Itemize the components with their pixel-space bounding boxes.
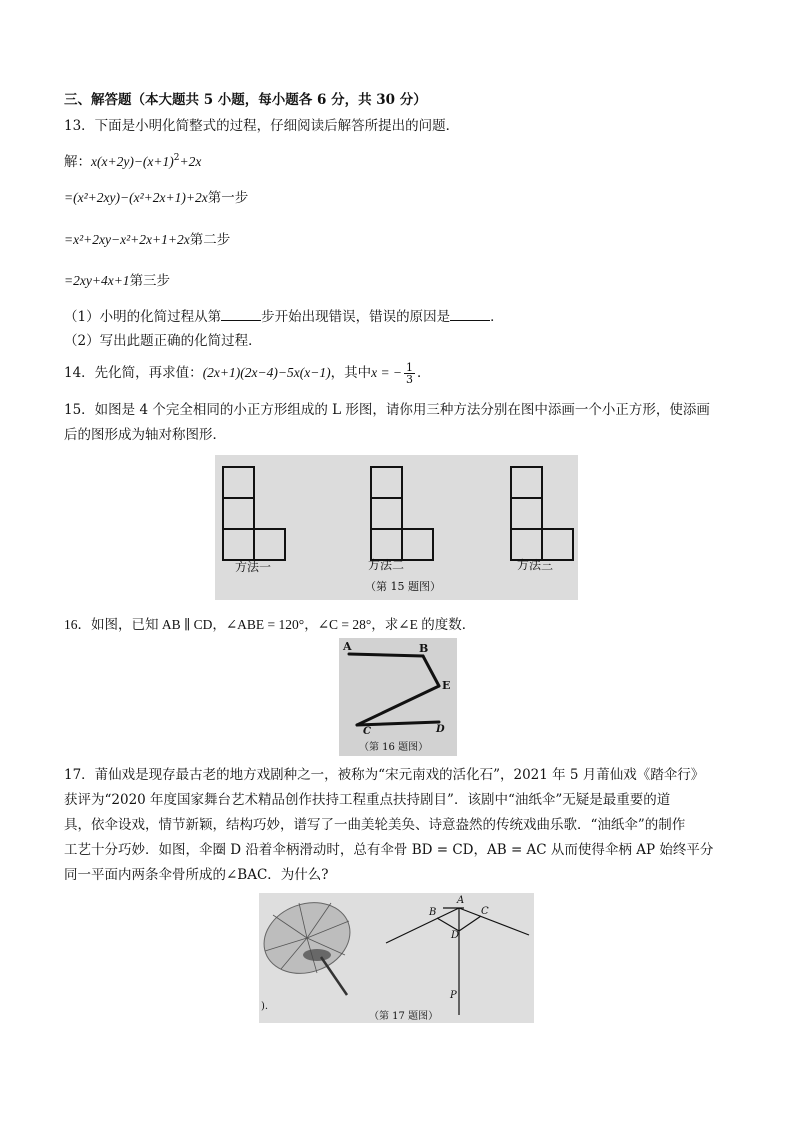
- q16-stem-text: 16．如图，已知 AB ∥ CD，∠ABE = 120°，∠C = 28°，求∠E 的度数．: [64, 617, 476, 632]
- point-c: C: [481, 906, 489, 917]
- figure-17: [259, 893, 534, 1023]
- q13-step1: 第一步: [207, 190, 249, 206]
- square: [402, 529, 433, 560]
- method-3-label: 方法三: [517, 558, 554, 572]
- point-p: P: [450, 990, 457, 1001]
- q17-line4: 工艺十分巧妙．如图，伞圈 D 沿着伞柄滑动时，总有伞骨 BD = CD，AB = AC 从而使得伞柄 AP 始终平分: [64, 842, 714, 858]
- square: [511, 498, 542, 529]
- figure-15: [215, 455, 578, 600]
- figure-15-caption: （第 15 题图）: [365, 580, 441, 593]
- point-a: A: [457, 895, 465, 906]
- fraction-numerator: 1: [406, 361, 414, 374]
- q14-cond: ，其中: [330, 365, 372, 381]
- q17-line1: 17．莆仙戏是现存最古老的地方戏剧种之一，被称为“宋元南戏的活化石”，2021 年 5 月莆仙戏《踏伞行》: [64, 767, 705, 783]
- square: [223, 529, 254, 560]
- rib-ab-ext: [386, 908, 459, 943]
- q17-line2: 获评为“2020 年度国家舞台艺术精品创作扶持工程重点扶持剧目”．该剧中“油纸伞”无疑是最重要的道: [64, 792, 671, 808]
- answer-blank-1[interactable]: [221, 306, 261, 321]
- q13-line2: [64, 230, 230, 250]
- section-title: 三、解答题（本大题共 5 小题，每小题各 6 分，共 30 分）: [64, 92, 427, 108]
- q14-var: x = −: [371, 365, 403, 380]
- q13-sub2: （2）写出此题正确的化简过程．: [64, 333, 262, 349]
- q13-sub1-a: （1）小明的化简过程从第: [64, 309, 222, 325]
- q14-stem: 14．先化简，再求值：: [64, 365, 203, 381]
- q14-expr: (2x+1)(2x−4)−5x(x−1): [202, 365, 331, 380]
- q13-expr0-tail: +2x: [179, 154, 202, 169]
- point-d: D: [451, 930, 460, 941]
- point-e: E: [442, 679, 451, 692]
- fraction-denominator: 3: [406, 373, 414, 386]
- q13-expr3: =2xy+4x+1: [64, 273, 130, 288]
- solve-label: 解：: [64, 154, 91, 170]
- q13-sub1-b: 步开始出现错误，错误的原因是: [261, 309, 451, 325]
- strut-cd: [459, 916, 481, 931]
- q13-expr1: =(x²+2xy)−(x²+2x+1)+2x: [64, 190, 208, 205]
- square: [371, 498, 402, 529]
- figure-16-caption: （第 16 题图）: [359, 742, 429, 753]
- square: [371, 467, 402, 498]
- method-1-label: 方法一: [235, 560, 272, 574]
- line-be: [423, 656, 439, 686]
- q13-line0: [64, 148, 201, 172]
- q13-line3: [64, 271, 170, 291]
- q15-line2: 后的图形成为轴对称图形．: [64, 427, 226, 443]
- q14-line: [64, 362, 431, 385]
- figure-17-caption: （第 17 题图）: [369, 1011, 439, 1022]
- square: [254, 529, 285, 560]
- method-2-label: 方法二: [368, 558, 405, 572]
- figure-17-corner-mark: ).: [261, 1001, 269, 1012]
- line-ab: [349, 654, 423, 656]
- rib-ac-ext: [459, 908, 529, 935]
- q13-step2: 第二步: [189, 232, 231, 248]
- line-ec: [357, 686, 439, 725]
- q17-line5: 同一平面内两条伞骨所成的∠BAC．为什么?: [64, 867, 329, 883]
- q13-expr0: x(x+2y)−(x+1): [91, 154, 174, 169]
- q16-stem: [64, 615, 475, 635]
- point-b: B: [429, 907, 437, 918]
- q13-expr2: =x²+2xy−x²+2x+1+2x: [64, 232, 190, 247]
- point-c: C: [363, 726, 371, 737]
- point-b: B: [419, 642, 429, 655]
- q13-sub1: [64, 306, 504, 327]
- q15-line1: 15．如图是 4 个完全相同的小正方形组成的 L 形图，请你用三种方法分别在图中添画一个小正方形，使添画: [64, 402, 710, 418]
- q13-line1: [64, 188, 248, 208]
- figure-16: [339, 638, 457, 756]
- q17-line3: 具，依伞设戏，情节新颖，结构巧妙，谱写了一曲美轮美奂、诗意盎然的传统戏曲乐歌．“油纸伞”的制作: [64, 817, 686, 833]
- point-a: A: [343, 640, 352, 653]
- line-cd: [357, 722, 439, 725]
- figure-17-drawing: [259, 893, 534, 1023]
- umbrella-illustration: [259, 893, 360, 995]
- q14-end: ．: [417, 365, 431, 381]
- q14-fraction: [404, 362, 415, 385]
- square: [511, 467, 542, 498]
- point-d: D: [436, 724, 445, 735]
- square: [223, 467, 254, 498]
- answer-blank-2[interactable]: [450, 306, 490, 321]
- q13-step3: 第三步: [129, 273, 171, 289]
- q13-stem: 13．下面是小明化简整式的过程，仔细阅读后解答所提出的问题．: [64, 118, 460, 134]
- q13-exp: 2: [173, 153, 180, 163]
- square: [223, 498, 254, 529]
- q13-sub1-c: ．: [490, 309, 504, 325]
